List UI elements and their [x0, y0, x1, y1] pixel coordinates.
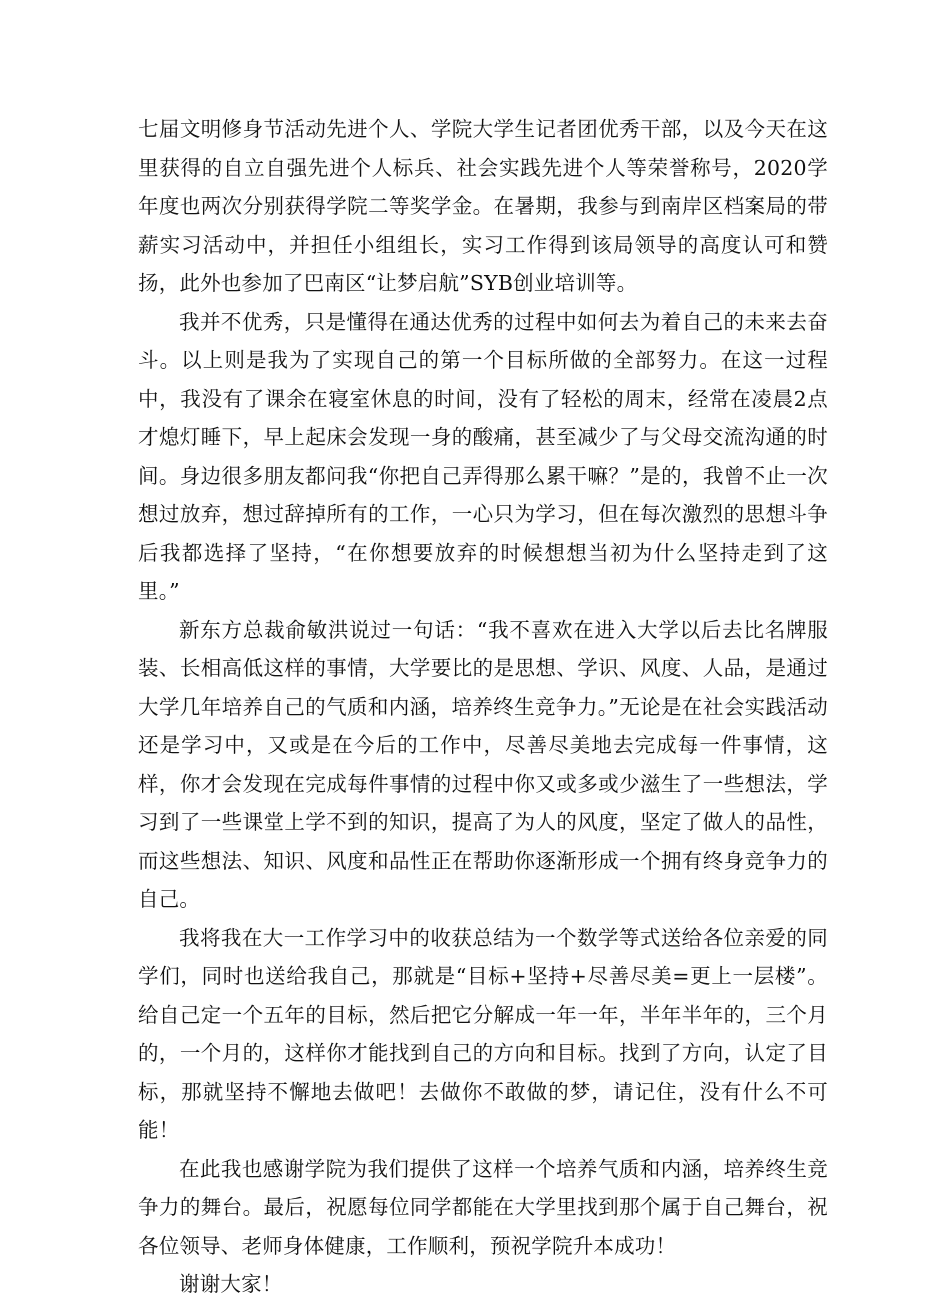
- paragraph-formula: 我将我在大一工作学习中的收获总结为一个数学等式送给各位亲爱的同学们，同时也送给我自己，那就是“目标+坚持+尽善尽美=更上一层楼”。给自己定一个五年的目标，然后把它分解成一年一年，半年半年的，三个月的，一个月的，这样你才能找到自己的方向和目标。找到了方向，认定了目标，那就坚持不懈地去做吧！去做你不敢做的梦，请记住，没有什么不可能！: [138, 925, 828, 1142]
- paragraph-thanks-college: 在此我也感谢学院为我们提供了这样一个培养气质和内涵，培养终生竞争力的舞台。最后，祝愿每位同学都能在大学里找到那个属于自己舞台，祝各位领导、老师身体健康，工作顺利，预祝学院升本成功！: [138, 1156, 828, 1258]
- document-body: [138, 110, 828, 1304]
- paragraph-closing: 谢谢大家！: [179, 1272, 283, 1296]
- paragraph-honors: 七届文明修身节活动先进个人、学院大学生记者团优秀干部，以及今天在这里获得的自立自强先进个人标兵、社会实践先进个人等荣誉称号，2020学年度也两次分别获得学院二等奖学金。在暑期，我参与到南岸区档案局的带薪实习活动中，并担任小组组长，实习工作得到该局领导的高度认可和赞扬，此外也参加了巴南区“让梦启航”SYB创业培训等。: [138, 117, 828, 295]
- paragraph-quote: 新东方总裁俞敏洪说过一句话：“我不喜欢在进入大学以后去比名牌服装、长相高低这样的事情，大学要比的是思想、学识、风度、人品，是通过大学几年培养自己的气质和内涵，培养终生竞争力。”无论是在社会实践活动还是学习中，又或是在今后的工作中，尽善尽美地去完成每一件事情，这样，你才会发现在完成每件事情的过程中你又或多或少滋生了一些想法，学习到了一些课堂上学不到的知识，提高了为人的风度，坚定了做人的品性，而这些想法、知识、风度和品性正在帮助你逐渐形成一个拥有终身竞争力的自己。: [138, 617, 828, 911]
- paragraph-effort: 我并不优秀，只是懂得在通达优秀的过程中如何去为着自己的未来去奋斗。以上则是我为了实现自己的第一个目标所做的全部努力。在这一过程中，我没有了课余在寝室休息的时间，没有了轻松的周末，经常在凌晨2点才熄灯睡下，早上起床会发现一身的酸痛，甚至减少了与父母交流沟通的时间。身边很多朋友都问我“你把自己弄得那么累干嘛？”是的，我曾不止一次想过放弃，想过辞掉所有的工作，一心只为学习，但在每次激烈的思想斗争后我都选择了坚持，“在你想要放弃的时候想想当初为什么坚持走到了这里。”: [138, 309, 828, 603]
